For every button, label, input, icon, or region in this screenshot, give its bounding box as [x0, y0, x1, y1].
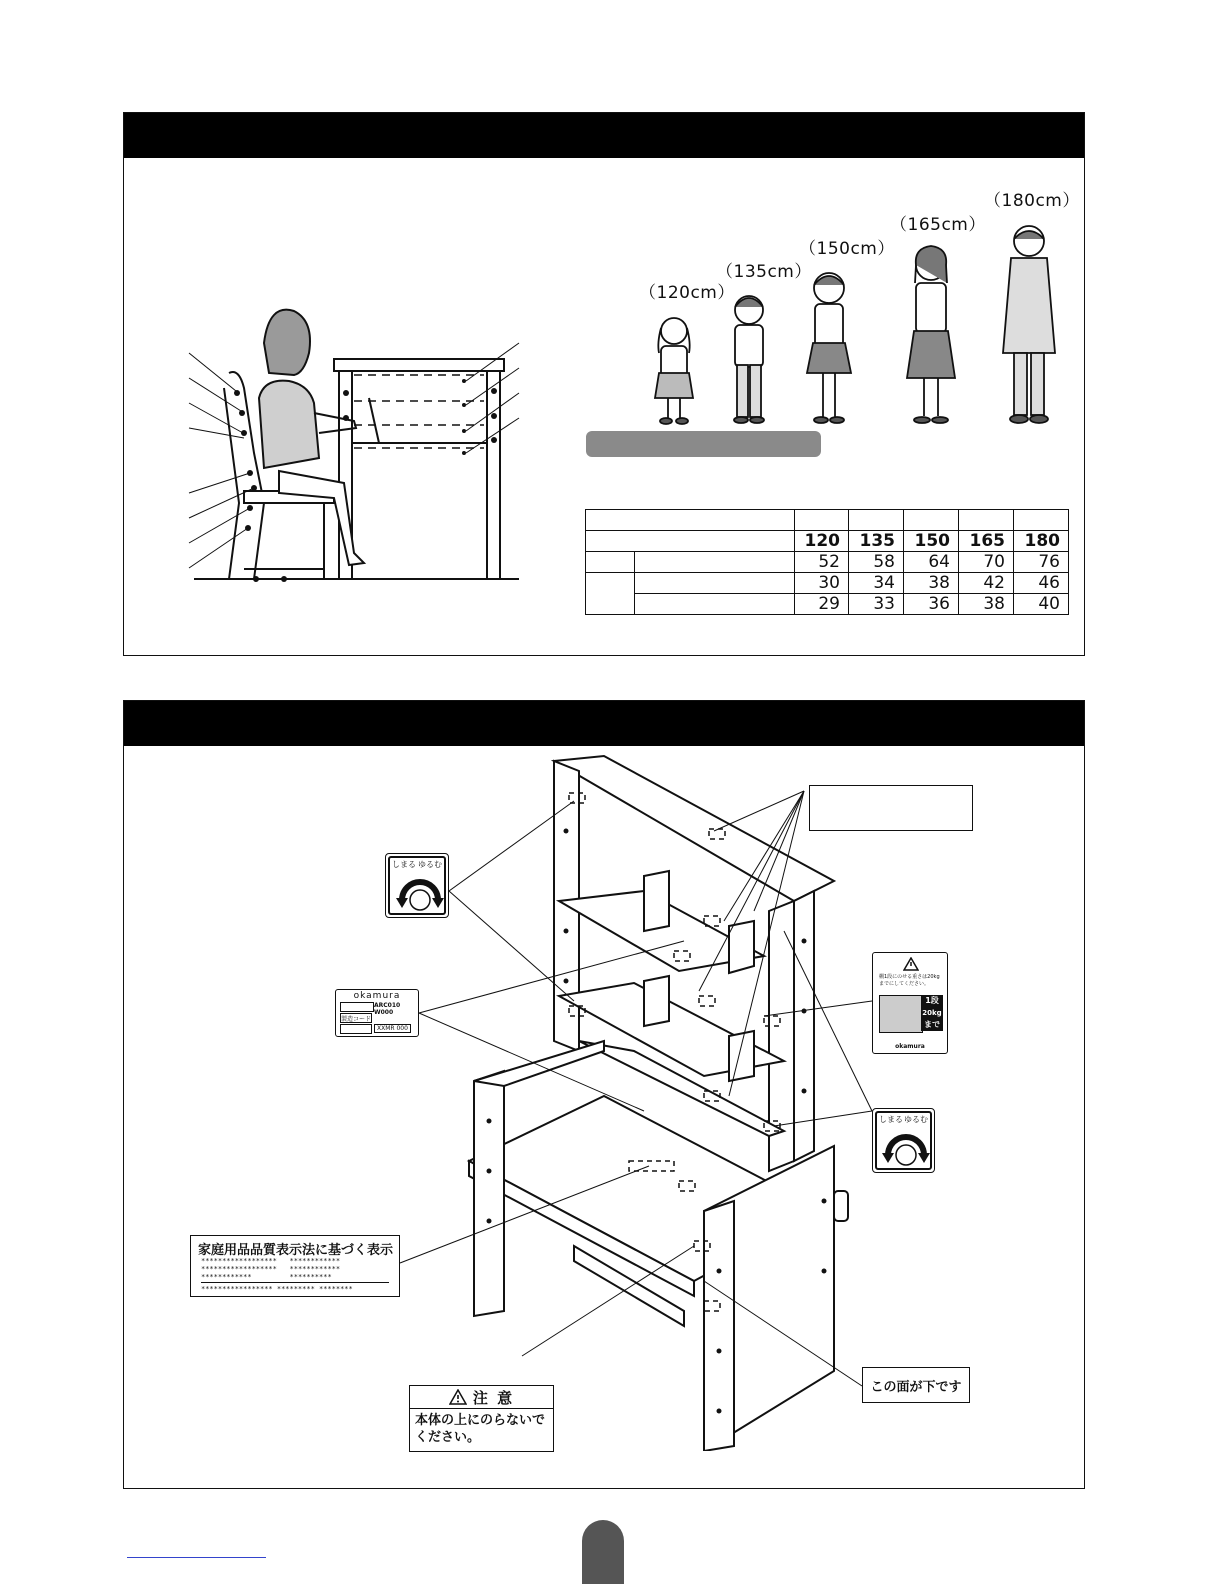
warning-triangle-icon — [903, 957, 919, 971]
divider — [201, 1282, 389, 1283]
table-cell: 30 — [795, 573, 849, 594]
caution-title: 注 意 — [472, 1388, 515, 1407]
caution-label — [409, 1385, 554, 1452]
table-cell: 40 — [1014, 594, 1069, 615]
table-cell — [904, 510, 959, 531]
column-header: 120 — [795, 531, 849, 552]
label-locations-panel — [123, 700, 1085, 1489]
quality-text: ****************** — [201, 1257, 277, 1265]
height-label-150: （150cm） — [799, 239, 895, 259]
knob-direction-label-left — [385, 853, 449, 918]
table-cell: 33 — [849, 594, 904, 615]
quality-line — [201, 1273, 340, 1281]
this-side-down-label — [862, 1367, 970, 1403]
footer-link-underline — [127, 1557, 266, 1558]
table-cell: 38 — [904, 573, 959, 594]
brand-logo: okamura — [353, 991, 401, 1001]
table-header-row — [586, 531, 1069, 552]
quality-title: 家庭用品品質表示法に基づく表示 — [198, 1243, 394, 1258]
quality-text: ************ — [289, 1257, 341, 1265]
knob-direction-label-right — [872, 1108, 935, 1173]
this-side-down-text: この面が下です — [870, 1379, 962, 1395]
height-label-120: （120cm） — [639, 283, 735, 303]
quality-line: ***************** ********* ******** — [201, 1285, 353, 1293]
quality-text: ****************** — [201, 1265, 277, 1273]
label-field-box — [340, 1024, 372, 1034]
badge-text: まで — [924, 1020, 940, 1029]
label-field-box — [340, 1002, 374, 1012]
table-cell — [635, 594, 795, 615]
knob-loosen-text: ゆるむ — [904, 1115, 928, 1124]
column-header: 165 — [959, 531, 1014, 552]
quality-line — [201, 1257, 340, 1265]
product-label — [335, 989, 419, 1037]
table-cell — [795, 510, 849, 531]
shelf-weight-warning-label — [872, 952, 948, 1054]
shelf-weight-badge — [921, 995, 943, 1031]
gray-header-bar — [586, 431, 821, 457]
table-cell: 34 — [849, 573, 904, 594]
table-cell — [1014, 510, 1069, 531]
shelf-warning-text: 棚1段にのせる重さは20kgまでにしてください。 — [879, 974, 940, 987]
table-cell — [586, 552, 635, 573]
table-cell: 58 — [849, 552, 904, 573]
table-cell — [586, 510, 795, 531]
table-row — [586, 573, 1069, 594]
table-cell: 46 — [1014, 573, 1069, 594]
knob-tighten-text: しまる — [392, 860, 416, 869]
product-code: ARC010 W000 — [374, 1002, 401, 1016]
quality-text: ************ — [201, 1273, 252, 1281]
caution-header — [410, 1386, 553, 1409]
badge-text: 20kg — [922, 1009, 942, 1017]
label-field: 製造コード — [340, 1013, 372, 1023]
table-row — [586, 594, 1069, 615]
rotate-arrow-icon — [882, 1125, 930, 1169]
table-cell: 70 — [959, 552, 1014, 573]
table-cell — [586, 573, 635, 615]
quality-line — [201, 1265, 340, 1273]
table-cell: 36 — [904, 594, 959, 615]
panel-header-bar — [124, 113, 1084, 158]
label-code: XXMR 000 — [374, 1024, 411, 1033]
quality-display-label — [190, 1235, 400, 1297]
rotate-arrow-icon — [396, 870, 444, 914]
height-label-180: （180cm） — [984, 191, 1080, 211]
knob-tighten-text: しまる — [879, 1115, 903, 1124]
column-header: 150 — [904, 531, 959, 552]
column-header: 180 — [1014, 531, 1069, 552]
height-guide-panel — [123, 112, 1085, 656]
table-row — [586, 552, 1069, 573]
brand-logo: okamura — [895, 1043, 925, 1050]
table-cell: 64 — [904, 552, 959, 573]
table-cell: 76 — [1014, 552, 1069, 573]
table-cell — [635, 573, 795, 594]
caution-body: 本体の上にのらないでください。 — [415, 1413, 546, 1445]
table-cell: 52 — [795, 552, 849, 573]
table-cell: 38 — [959, 594, 1014, 615]
quality-text: ********** — [289, 1273, 332, 1281]
height-label-165: （165cm） — [890, 215, 986, 235]
table-cell — [959, 510, 1014, 531]
table-cell: 42 — [959, 573, 1014, 594]
table-cell — [586, 531, 795, 552]
table-row — [586, 510, 1069, 531]
size-table — [585, 509, 1069, 615]
badge-text: 1段 — [925, 996, 939, 1005]
callout-box — [809, 785, 973, 831]
shelf-illustration — [879, 995, 923, 1033]
table-cell — [849, 510, 904, 531]
height-label-135: （135cm） — [716, 262, 812, 282]
table-cell — [635, 552, 795, 573]
page-number-tab — [582, 1520, 624, 1584]
warning-triangle-icon — [449, 1389, 467, 1405]
table-cell: 29 — [795, 594, 849, 615]
knob-loosen-text: ゆるむ — [418, 860, 442, 869]
column-header: 135 — [849, 531, 904, 552]
people-height-figures — [629, 203, 1079, 425]
child-at-desk-illustration — [184, 293, 524, 583]
quality-text: ************ — [289, 1265, 341, 1273]
